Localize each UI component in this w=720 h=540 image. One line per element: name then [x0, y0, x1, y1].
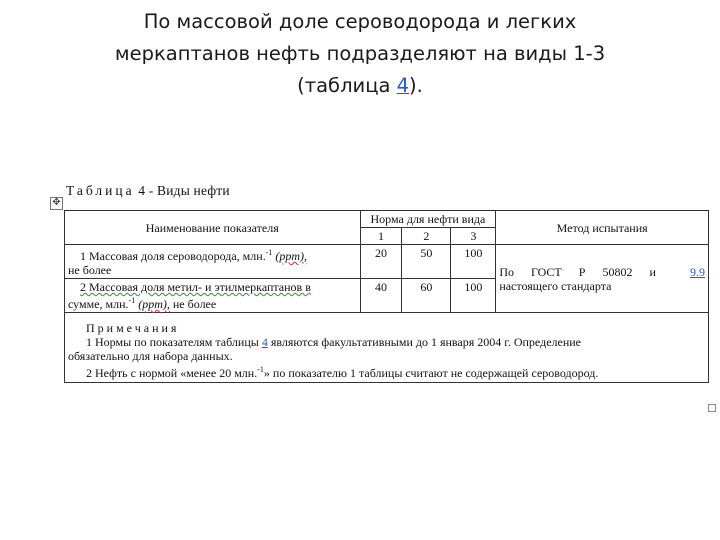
method-text: По ГОСТ Р 50802 и: [499, 264, 656, 279]
row1-value-2: 50: [402, 245, 451, 279]
notes-title: Примечания: [86, 321, 180, 335]
table-header-row: [65, 211, 709, 228]
title-line-2: меркаптанов нефть подразделяют на виды 1-3: [114, 42, 606, 65]
note-2-a: 2 Нефть с нормой «менее 20 млн.: [86, 366, 258, 380]
row2-sup: -1: [128, 296, 136, 305]
type-1: 1: [360, 228, 402, 245]
row1-value-3: 100: [451, 245, 496, 279]
method-line-2: настоящего стандарта: [499, 278, 612, 293]
row2-label-b: сумме, млн.: [68, 297, 129, 311]
row2-value-1: 40: [360, 279, 402, 313]
method-line-1: [499, 265, 705, 279]
note-2: [68, 363, 705, 380]
note-table-4-link[interactable]: 4: [261, 335, 268, 349]
notes-cell: [65, 313, 709, 383]
header-norm: Норма для нефти вида: [360, 211, 496, 228]
row1-unit: (ppm),: [275, 249, 308, 263]
table-notes-row: [65, 313, 709, 383]
table-move-handle-icon[interactable]: ✥: [50, 197, 63, 210]
caption-text: - Виды нефти: [145, 183, 230, 198]
note-1-b: являются факультативными до 1 января 2004 г. Определение: [267, 335, 582, 349]
row2-value-2: 60: [402, 279, 451, 313]
row2-unit: (ppm),: [138, 297, 170, 311]
row2-label-c: не более: [169, 297, 217, 311]
slide-title: [40, 6, 680, 102]
header-indicator: Наименование показателя: [65, 211, 361, 245]
row1-sup: -1: [265, 248, 273, 257]
type-3: 3: [451, 228, 496, 245]
title-line-3-post: ).: [409, 74, 423, 97]
title-line-3-pre: (таблица: [297, 74, 397, 97]
note-1: [68, 335, 705, 349]
row2-label-a: 2 Массовая доля метил- и этилмеркаптанов в: [80, 280, 311, 294]
method-cell: [496, 245, 709, 313]
row2-value-3: 100: [451, 279, 496, 313]
caption-prefix: Таблица: [66, 183, 135, 198]
table-4-link[interactable]: 4: [396, 74, 410, 97]
row1-label-b: не более: [68, 263, 112, 277]
row1-value-1: 20: [360, 245, 402, 279]
table-resize-handle[interactable]: [708, 404, 716, 412]
header-method: Метод испытания: [496, 211, 709, 245]
row1-label: [65, 245, 361, 279]
title-line-1: По массовой доле сероводорода и легких: [143, 10, 577, 33]
row1-label-a: 1 Массовая доля сероводорода, млн.: [80, 249, 266, 263]
row2-label: [65, 279, 361, 313]
note-2-sup: -1: [257, 365, 264, 374]
table-row: [65, 245, 709, 279]
table-caption: [66, 183, 230, 199]
note-1-c: обязательно для набора данных.: [68, 349, 233, 363]
section-9-9-link[interactable]: 9.9: [690, 264, 705, 279]
caption-number: 4: [138, 183, 146, 198]
oil-types-table: [64, 210, 709, 383]
type-2: 2: [402, 228, 451, 245]
note-1-a: 1 Нормы по показателям таблицы: [86, 335, 262, 349]
title-line-3: [40, 70, 680, 102]
note-2-b: » по показателю 1 таблицы считают не содержащей сероводород.: [263, 366, 599, 380]
